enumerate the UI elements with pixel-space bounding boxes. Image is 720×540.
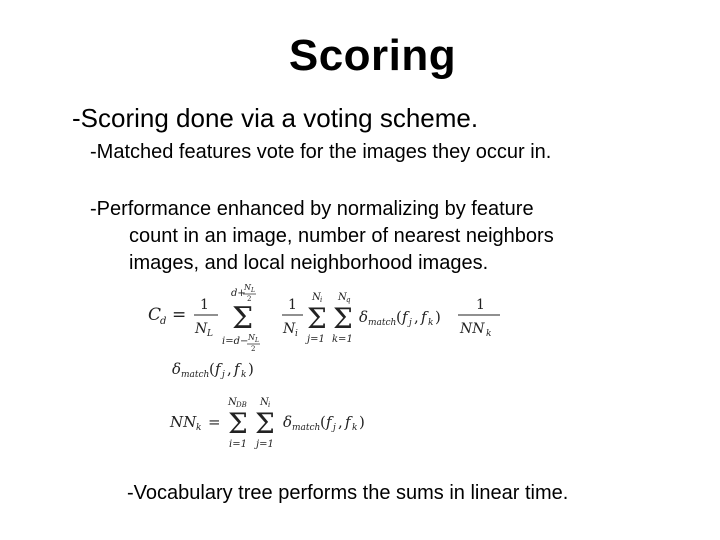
svg-text:Σ: Σ	[307, 302, 327, 335]
bullet-performance-line-2: count in an image, number of nearest neighbors	[129, 225, 554, 247]
bullet-performance-line-1: -Performance enhanced by normalizing by feature	[90, 198, 534, 220]
svg-text:Σ: Σ	[333, 302, 353, 335]
svg-text:(: (	[320, 413, 326, 431]
svg-text:Σ: Σ	[228, 407, 248, 440]
svg-text:Σ: Σ	[232, 301, 254, 336]
svg-text:k: k	[486, 329, 492, 339]
svg-text:k=1: k=1	[332, 334, 353, 345]
svg-text:,: ,	[414, 308, 419, 326]
svg-text:j: j	[409, 318, 412, 328]
svg-text:(: (	[396, 308, 402, 326]
svg-text:i: i	[320, 296, 323, 304]
svg-text:i: i	[268, 401, 271, 409]
svg-text:k: k	[428, 318, 434, 328]
svg-text:,: ,	[227, 360, 232, 378]
svg-text:1: 1	[288, 297, 297, 313]
svg-text:f: f	[421, 308, 427, 326]
svg-text:,: ,	[338, 413, 343, 431]
svg-text:1: 1	[476, 297, 485, 313]
bullet-vocabulary-tree: -Vocabulary tree performs the sums in linear time.	[127, 482, 569, 504]
svg-text:f: f	[345, 413, 351, 431]
svg-text:f: f	[234, 360, 240, 378]
svg-text:=: =	[208, 413, 221, 431]
svg-text:2: 2	[247, 295, 252, 303]
svg-text:N: N	[283, 321, 296, 337]
bullet-performance-normalizing	[90, 196, 660, 277]
bullet-scoring-voting: -Scoring done via a voting scheme.	[72, 103, 479, 133]
bullet-matched-features: -Matched features vote for the images they occur in.	[90, 141, 552, 163]
svg-text:f: f	[402, 308, 408, 326]
svg-text:q: q	[346, 296, 351, 304]
svg-text:1: 1	[200, 297, 209, 313]
svg-text:(: (	[209, 360, 215, 378]
svg-text:i: i	[295, 329, 298, 339]
svg-text:i=d−: i=d−	[222, 336, 249, 347]
svg-text:L: L	[255, 337, 259, 344]
svg-text:δ: δ	[172, 360, 182, 378]
svg-text:f: f	[326, 413, 332, 431]
svg-text:N: N	[260, 397, 269, 408]
svg-text:δ: δ	[359, 308, 369, 326]
svg-text:i=1: i=1	[229, 439, 247, 450]
svg-text:N: N	[195, 321, 208, 337]
svg-text:f: f	[215, 360, 221, 378]
svg-text:DB: DB	[236, 401, 247, 409]
svg-text:j=1: j=1	[307, 334, 325, 345]
svg-text:δ: δ	[283, 413, 293, 431]
svg-text:d+: d+	[231, 288, 246, 299]
equation-delta-match	[172, 360, 254, 380]
svg-text:NN: NN	[170, 413, 197, 431]
svg-text:k: k	[352, 423, 358, 433]
svg-text:C: C	[148, 305, 162, 325]
svg-text:N: N	[248, 333, 255, 342]
svg-text:L: L	[251, 287, 255, 294]
svg-text:d: d	[160, 316, 167, 327]
equation-cd	[148, 283, 500, 353]
svg-text:): )	[248, 360, 254, 378]
svg-text:j: j	[222, 370, 225, 380]
svg-text:k: k	[241, 370, 247, 380]
svg-text:N: N	[244, 283, 251, 292]
svg-text:N: N	[228, 397, 237, 408]
svg-text:j: j	[333, 423, 336, 433]
svg-text:match: match	[292, 423, 321, 433]
svg-text:): )	[435, 308, 441, 326]
svg-text:): )	[359, 413, 365, 431]
svg-text:match: match	[368, 318, 397, 328]
svg-text:2: 2	[251, 345, 256, 353]
svg-text:j=1: j=1	[256, 439, 274, 450]
equations-block	[140, 278, 520, 458]
bullet-performance-line-3: images, and local neighborhood images.	[129, 252, 489, 274]
svg-text:L: L	[207, 329, 213, 339]
equation-nnk	[169, 397, 365, 450]
slide-title: Scoring	[288, 31, 457, 80]
svg-text:N: N	[338, 292, 347, 303]
svg-text:=: =	[172, 305, 187, 325]
svg-text:Σ: Σ	[255, 407, 275, 440]
svg-text:k: k	[196, 423, 202, 433]
svg-text:N: N	[312, 292, 321, 303]
svg-text:match: match	[181, 370, 210, 380]
svg-text:NN: NN	[460, 321, 485, 337]
